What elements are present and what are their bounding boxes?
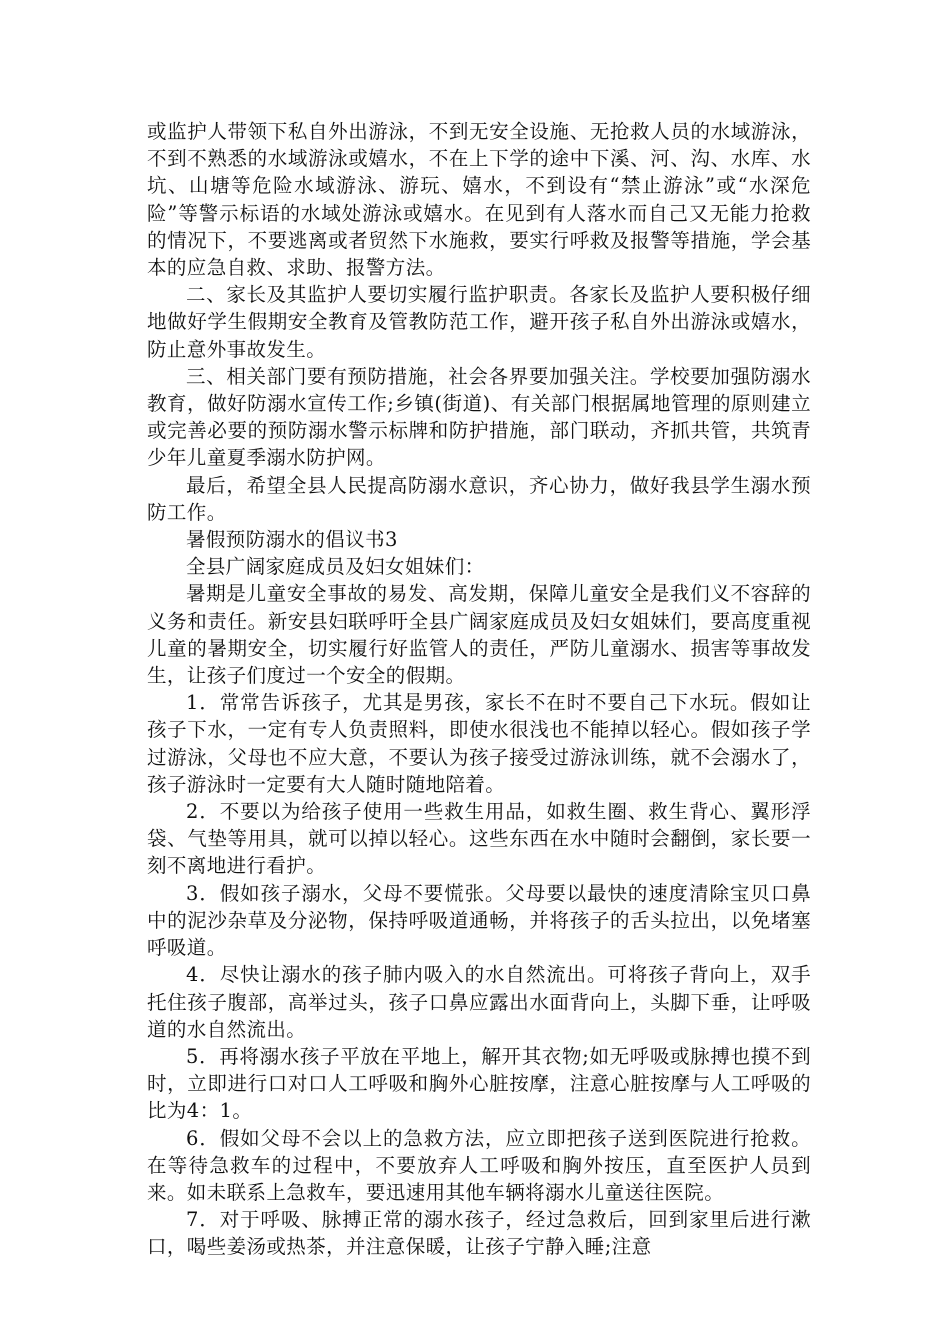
list-item-4: 4．尽快让溺水的孩子肺内吸入的水自然流出。可将孩子背向上，双手托住孩子腹部，高举过头，孩子口鼻应露出水面背向上，头脚下垂，让呼吸道的水自然流出。 (147, 963, 811, 1041)
section-title: 暑假预防溺水的倡议书3 (186, 528, 398, 552)
paragraph-2: 二、家长及其监护人要切实履行监护职责。各家长及监护人要积极仔细地做好学生假期安全教育及管教防范工作，避开孩子私自外出游泳或嬉水，防止意外事故发生。 (147, 283, 811, 361)
list-item-6: 6．假如父母不会以上的急救方法，应立即把孩子送到医院进行抢救。在等待急救车的过程中，不要放弃人工呼吸和胸外按压，直至医护人员到来。如未联系上急救车，要迅速用其他车辆将溺水儿童送往医院。 (147, 1126, 811, 1204)
list-item-3: 3．假如孩子溺水，父母不要慌张。父母要以最快的速度清除宝贝口鼻中的泥沙杂草及分泌物，保持呼吸道通畅，并将孩子的舌头拉出，以免堵塞呼吸道。 (147, 881, 811, 960)
paragraph-4: 最后，希望全县人民提高防溺水意识，齐心协力，做好我县学生溺水预防工作。 (147, 473, 811, 524)
paragraph-3: 三、相关部门要有预防措施，社会各界要加强关注。学校要加强防溺水教育，做好防溺水宣传工作;乡镇(街道)、有关部门根据属地管理的原则建立或完善必要的预防溺水警示标牌和防护措施，部门联动，齐抓共管，共筑青少年儿童夏季溺水防护网。 (147, 364, 811, 470)
list-item-2: 2．不要以为给孩子使用一些救生用品，如救生圈、救生背心、翼形浮袋、气垫等用具，就可以掉以轻心。这些东西在水中随时会翻倒，家长要一刻不离地进行看护。 (147, 800, 811, 878)
paragraph-1: 或监护人带领下私自外出游泳，不到无安全设施、无抢救人员的水域游泳，不到不熟悉的水域游泳或嬉水，不在上下学的途中下溪、河、沟、水库、水坑、山塘等危险水域游泳、游玩、嬉水，不到设有“禁止游泳”或“水深危险”等警示标语的水域处游泳或嬉水。在见到有人落水而自己又无能力抢救的情况下，不要逃离或者贸然下水施救，要实行呼救及报警等措施，学会基本的应急自救、求助、报警方法。 (147, 120, 811, 280)
list-item-7: 7．对于呼吸、脉搏正常的溺水孩子，经过急救后，回到家里后进行漱口，喝些姜汤或热茶，并注意保暖，让孩子宁静入睡;注意 (147, 1208, 811, 1259)
list-item-1: 1．常常告诉孩子，尤其是男孩，家长不在时不要自己下水玩。假如让孩子下水，一定有专人负责照料，即使水很浅也不能掉以轻心。假如孩子学过游泳，父母也不应大意，不要认为孩子接受过游泳训练，就不会溺水了，孩子游泳时一定要有大人随时随地陪着。 (147, 691, 811, 796)
document-body (147, 118, 811, 1261)
salutation: 全县广阔家庭成员及妇女姐妹们： (186, 555, 485, 579)
paragraph-7: 暑期是儿童安全事故的易发、高发期，保障儿童安全是我们义不容辞的义务和责任。新安县妇联呼吁全县广阔家庭成员及妇女姐妹们，要高度重视儿童的暑期安全，切实履行好监管人的责任，严防儿童溺水、损害等事故发生，让孩子们度过一个安全的假期。 (147, 582, 811, 688)
list-item-5: 5．再将溺水孩子平放在平地上，解开其衣物;如无呼吸或脉搏也摸不到时，立即进行口对口人工呼吸和胸外心脏按摩，注意心脏按摩与人工呼吸的比为4：1。 (147, 1044, 811, 1123)
